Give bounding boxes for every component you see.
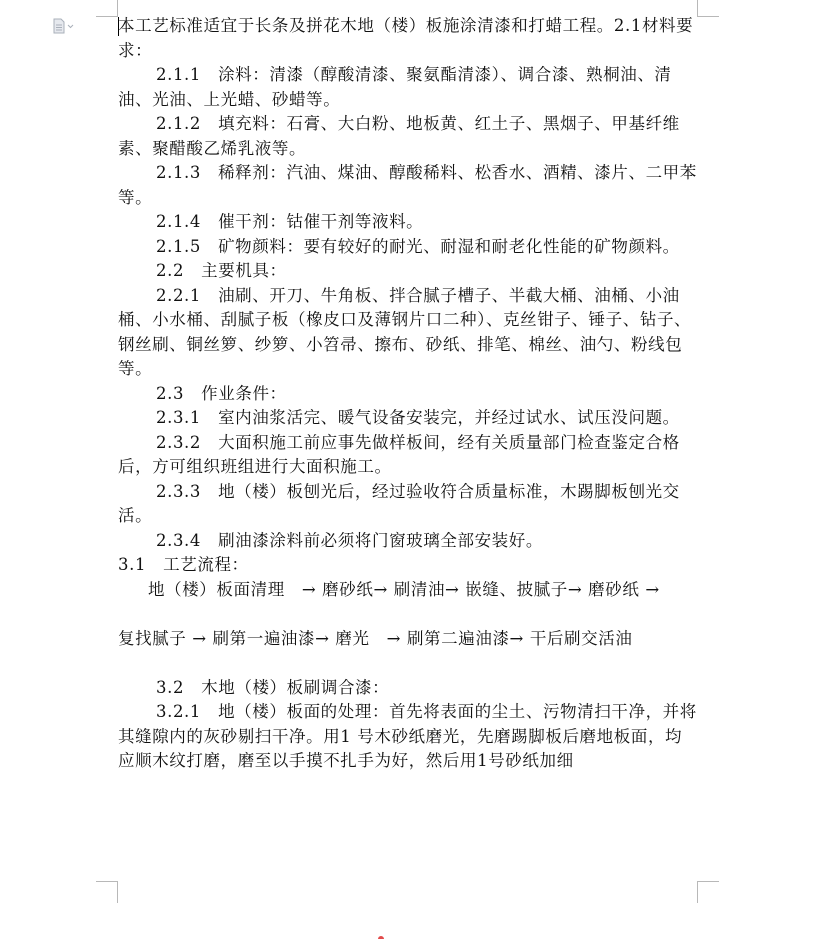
crop-mark-top-right-h xyxy=(697,16,719,17)
paragraph: 2.3.1 室内油浆活完、暖气设备安装完，并经过试水、试压没问题。 xyxy=(156,408,680,427)
paragraph: 2.1.4 催干剂：钴催干剂等液料。 xyxy=(156,212,424,231)
paragraph: 2.1.5 矿物颜料：要有较好的耐光、耐湿和耐老化性能的矿物颜料。 xyxy=(156,236,680,256)
section-heading: 2.2 主要机具： xyxy=(156,261,287,280)
crop-mark-bottom-right-v xyxy=(697,881,698,903)
document-dropdown-icon[interactable] xyxy=(52,18,74,34)
paragraph: 2.1.3 稀释剂：汽油、煤油、醇酸稀料、松香水、酒精、漆片、二甲苯等。 xyxy=(118,163,697,207)
paragraph: 2.3.2 大面积施工前应事先做样板间，经有关质量部门检查鉴定合格后，方可组织班组进行大面积施工。 xyxy=(118,432,680,476)
paragraph: 2.2.1 油刷、开刀、牛角板、拌合腻子槽子、半截大桶、油桶、小油桶、小水桶、刮腻子板（橡皮口及薄钢片口二种）、克丝钳子、锤子、钻子、钢丝刷、铜丝箩、纱箩、小笤帚、擦布、砂纸、排笔、棉丝、油勺、粉线包等。 xyxy=(118,285,692,378)
blank-line xyxy=(118,651,698,676)
paragraph: 2.3.4 刷油漆涂料前必须将门窗玻璃全部安装好。 xyxy=(156,530,543,550)
crop-mark-bottom-left-h xyxy=(96,881,118,882)
blank-line xyxy=(118,602,698,627)
document-body[interactable] xyxy=(118,14,698,774)
crop-mark-bottom-left-v xyxy=(117,881,118,903)
paragraph: 2.1.2 填充料：石膏、大白粉、地板黄、红土子、黑烟子、甲基纤维素、聚醋酸乙烯乳液等。 xyxy=(118,114,680,158)
paragraph: 本工艺标准适宜于长条及拼花木地（楼）板施涂清漆和打蜡工程。2.1材料要求： xyxy=(118,16,694,60)
paragraph: 2.1.1 涂料：清漆（醇酸清漆、聚氨酯清漆）、调合漆、熟桐油、清油、光油、上光蜡、砂蜡等。 xyxy=(118,65,672,109)
section-heading: 3.1 工艺流程： xyxy=(118,555,249,574)
section-heading: 2.3 作业条件： xyxy=(156,383,287,403)
section-heading: 3.2 木地（楼）板刷调合漆： xyxy=(156,677,390,697)
paragraph: 3.2.1 地（楼）板面的处理：首先将表面的尘土、污物清扫干净，并将其缝隙内的灰砂剔扫干净。用1 号木砂纸磨光，先磨踢脚板后磨地板面，均应顺木纹打磨，磨至以手摸不扎手为好，然后用1号砂纸加细 xyxy=(118,702,697,770)
paragraph: 2.3.3 地（楼）板刨光后，经过验收符合质量标准，木踢脚板刨光交活。 xyxy=(118,481,680,525)
process-flow-line: 复找腻子 → 刷第一遍油漆→ 磨光 → 刷第二遍油漆→ 干后刷交活油 xyxy=(118,628,633,648)
crop-mark-top-left-h xyxy=(96,16,118,17)
process-flow-line: 地（楼）板面清理 → 磨砂纸→ 刷清油→ 嵌缝、披腻子→ 磨砂纸 → xyxy=(148,579,660,599)
crop-mark-bottom-right-h xyxy=(697,881,719,882)
